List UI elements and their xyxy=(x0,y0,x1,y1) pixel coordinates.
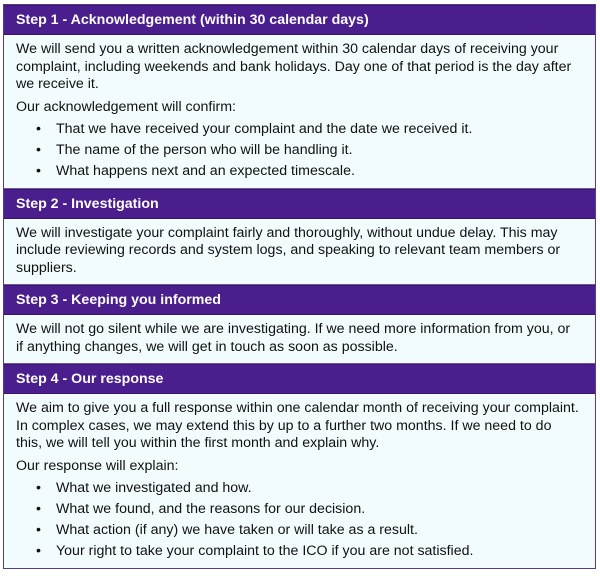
step-4-header: Step 4 - Our response xyxy=(4,364,595,394)
step-2-body xyxy=(4,219,595,286)
step-1-body xyxy=(4,35,595,189)
bullet-icon: • xyxy=(36,501,41,517)
bullet-icon: • xyxy=(36,121,41,137)
list-item-text: What we investigated and how. xyxy=(56,480,252,496)
list-item xyxy=(16,121,581,139)
step-4-list-intro: Our response will explain: xyxy=(16,457,179,474)
list-item xyxy=(16,522,581,540)
step-3-paragraph: We will not go silent while we are investigating. If we need more information from you, or if anything changes, we will get in touch as soon as possible. xyxy=(16,321,571,355)
list-item xyxy=(16,501,581,519)
step-4-bullet-list xyxy=(16,480,581,561)
step-1-list-intro: Our acknowledgement will confirm: xyxy=(16,98,236,115)
step-4-paragraph: We aim to give you a full response within one calendar month of receiving your complaint. In complex cases, we may extend this by up to a further two months. If we need to do this, we will tell you within the first month and explain why. xyxy=(16,400,579,451)
list-item-text: What happens next and an expected timescale. xyxy=(56,163,355,179)
bullet-icon: • xyxy=(36,522,41,538)
step-2-paragraph: We will investigate your complaint fairly and thoroughly, without undue delay. This may include reviewing records and system logs, and speaking to relevant team members or suppliers. xyxy=(16,224,561,276)
list-item-text: What action (if any) we have taken or will take as a result. xyxy=(56,522,418,538)
bullet-icon: • xyxy=(36,543,41,559)
bullet-icon: • xyxy=(36,142,41,158)
list-item-text: What we found, and the reasons for our decision. xyxy=(56,501,366,517)
step-2-header: Step 2 - Investigation xyxy=(4,189,595,219)
list-item-text: That we have received your complaint and the date we received it. xyxy=(56,121,473,137)
list-item xyxy=(16,163,581,181)
step-3-body xyxy=(4,315,595,364)
list-item-text: The name of the person who will be handling it. xyxy=(56,142,353,158)
step-1-header: Step 1 - Acknowledgement (within 30 calendar days) xyxy=(4,5,595,35)
step-4-body xyxy=(4,394,595,568)
step-1-paragraph: We will send you a written acknowledgement within 30 calendar days of receiving your complaint, including weekends and bank holidays. Day one of that period is the day after we receive it. xyxy=(16,41,572,92)
bullet-icon: • xyxy=(36,480,41,496)
step-3-header: Step 3 - Keeping you informed xyxy=(4,285,595,315)
step-1-bullet-list xyxy=(16,121,581,181)
list-item xyxy=(16,142,581,160)
list-item xyxy=(16,543,581,561)
list-item xyxy=(16,480,581,498)
bullet-icon: • xyxy=(36,163,41,179)
list-item-text: Your right to take your complaint to the ICO if you are not satisfied. xyxy=(56,543,474,559)
complaints-procedure-document xyxy=(3,4,596,569)
